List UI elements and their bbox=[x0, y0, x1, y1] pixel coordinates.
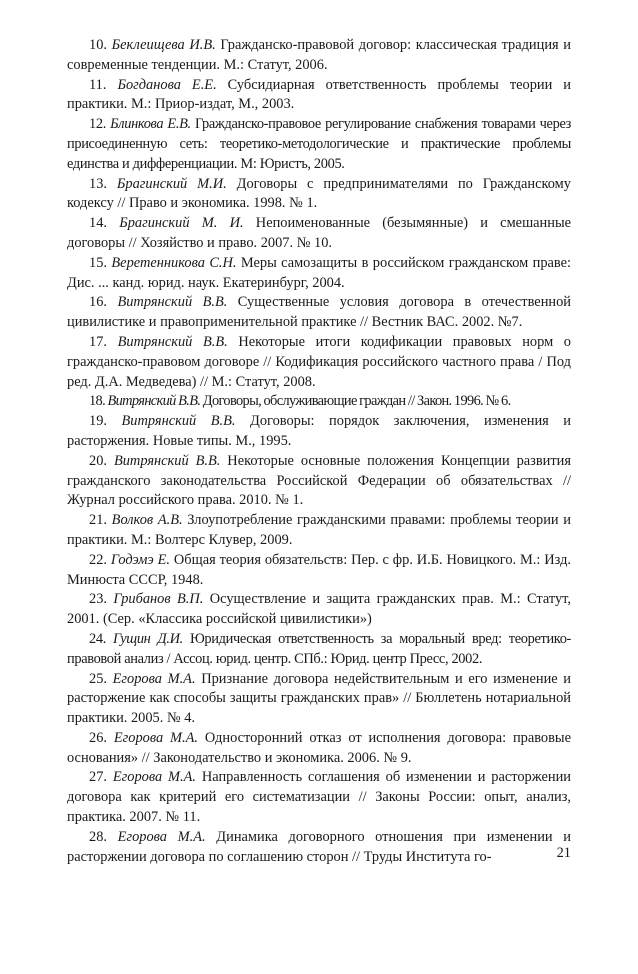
reference-author: Волков А.В. bbox=[111, 512, 183, 529]
reference-item bbox=[67, 214, 571, 254]
reference-text: Договоры, обслуживающие граждан // Закон. 1996. № 6. bbox=[200, 393, 511, 410]
reference-author: Годэмэ Е. bbox=[110, 551, 171, 568]
reference-author: Витрянский В.В. bbox=[113, 452, 221, 469]
reference-item bbox=[67, 36, 571, 76]
reference-item bbox=[67, 768, 571, 827]
reference-author: Веретенникова С.Н. bbox=[111, 254, 237, 271]
reference-author: Брагинский М. И. bbox=[119, 215, 244, 232]
reference-text: Договоры: порядок заключения, изменения и расторжения. Новые типы. М., 1995. bbox=[67, 413, 571, 449]
reference-author: Егорова М.А. bbox=[117, 828, 206, 845]
reference-item bbox=[67, 551, 571, 591]
reference-text: Злоупотребление гражданскими правами: проблемы теории и практики. М.: Волтерс Клувер, 2009. bbox=[67, 512, 571, 548]
reference-author: Витрянский В.В. bbox=[121, 413, 236, 430]
reference-number: 13. bbox=[89, 175, 107, 192]
reference-text: Гражданско-правовой договор: классическая традиция и современные тенденции. М.: Статут, 2006. bbox=[67, 37, 571, 73]
reference-number: 22. bbox=[89, 551, 107, 568]
reference-item bbox=[67, 828, 571, 868]
reference-number: 23. bbox=[89, 591, 107, 608]
reference-item bbox=[67, 452, 571, 511]
reference-text: Субсидиарная ответственность проблемы теории и практики. М.: Приор-издат, М., 2003. bbox=[67, 76, 571, 113]
reference-number: 17. bbox=[89, 333, 107, 350]
reference-author: Егорова М.А. bbox=[113, 729, 198, 746]
reference-item bbox=[67, 412, 571, 452]
reference-text: Односторонний отказ от исполнения договора: правовые основания» // Законодательство и экономика. 2006. № 9. bbox=[67, 729, 571, 766]
reference-author: Витрянский В.В. bbox=[117, 294, 228, 311]
reference-author: Егорова М.А. bbox=[112, 670, 196, 687]
reference-item bbox=[67, 670, 571, 729]
reference-number: 15. bbox=[89, 254, 107, 271]
reference-text: Общая теория обязательств: Пер. с фр. И.Б. Новицкого. М.: Изд. Минюста СССР, 1948. bbox=[67, 551, 571, 588]
reference-author: Блинкова Е.В. bbox=[110, 116, 191, 133]
reference-item bbox=[67, 333, 571, 392]
reference-number: 18. bbox=[89, 393, 106, 410]
reference-author: Богданова Е.Е. bbox=[117, 76, 217, 93]
reference-item bbox=[67, 76, 571, 116]
reference-text: Меры самозащиты в российском гражданском праве: Дис. ... канд. юрид. наук. Екатеринбург, 2004. bbox=[67, 254, 571, 291]
reference-number: 27. bbox=[89, 769, 107, 786]
reference-text: Некоторые итоги кодификации правовых норм о гражданско-правовом договоре // Кодификация российского частного права / Под ред. Д.А. Медведева) // М.: Статут, 2008. bbox=[67, 333, 571, 390]
reference-list bbox=[67, 36, 571, 867]
reference-item bbox=[67, 630, 571, 670]
reference-text: Некоторые основные положения Концепции развития гражданского законодательства Российской Федерации об обязательствах // Журнал российского права. 2010. № 1. bbox=[67, 452, 571, 509]
reference-author: Брагинский М.И. bbox=[116, 175, 227, 192]
reference-author: Витрянский В.В. bbox=[107, 393, 201, 410]
reference-text: Непоименованные (безымянные) и смешанные договоры // Хозяйство и право. 2007. № 10. bbox=[67, 215, 571, 251]
page-number: 21 bbox=[556, 845, 571, 861]
reference-item bbox=[67, 293, 571, 333]
reference-text: Осуществление и защита гражданских прав. М.: Статут, 2001. (Сер. «Классика российской цивилистики») bbox=[67, 591, 571, 628]
reference-number: 19. bbox=[89, 413, 107, 430]
reference-text: Направленность соглашения об изменении и расторжении договора как критерий его систематизации // Законы России: опыт, анализ, практика. 2007. № 11. bbox=[67, 769, 571, 826]
reference-number: 12. bbox=[89, 116, 106, 133]
reference-text: Юридическая ответственность за моральный вред: теоретико-правовой анализ / Ассоц. юрид. центр. СПб.: Юрид. центр Пресс, 2002. bbox=[67, 630, 572, 667]
reference-number: 20. bbox=[89, 452, 107, 469]
reference-text: Гражданско-правовое регулирование снабжения товарами через присоединенную сеть: теоретико-методологические и практические проблемы единства и дифференциации. М: Юристъ, 2005. bbox=[67, 116, 571, 172]
reference-number: 25. bbox=[89, 670, 107, 687]
reference-author: Егорова М.А. bbox=[112, 769, 197, 786]
reference-author: Беклеищева И.В. bbox=[111, 37, 216, 53]
reference-number: 10. bbox=[89, 37, 107, 53]
reference-number: 16. bbox=[89, 294, 107, 311]
reference-number: 26. bbox=[89, 729, 107, 746]
reference-author: Гущин Д.И. bbox=[113, 630, 183, 647]
reference-item bbox=[67, 511, 571, 551]
reference-item bbox=[67, 392, 571, 412]
reference-author: Грибанов В.П. bbox=[113, 591, 204, 608]
reference-number: 14. bbox=[89, 215, 107, 232]
reference-text: Динамика договорного отношения при изменении и расторжении договора по соглашению сторон // Труды Института го- bbox=[67, 828, 571, 865]
reference-text: Договоры с предпринимателями по Гражданскому кодексу // Право и экономика. 1998. № 1. bbox=[67, 175, 571, 212]
reference-item bbox=[67, 115, 571, 174]
reference-number: 11. bbox=[89, 76, 107, 93]
reference-number: 28. bbox=[89, 828, 107, 845]
reference-author: Витрянский В.В. bbox=[117, 333, 228, 350]
reference-item bbox=[67, 729, 571, 769]
reference-item bbox=[67, 254, 571, 294]
reference-item bbox=[67, 175, 571, 215]
reference-text: Существенные условия договора в отечественной цивилистике и правоприменительной практике // Вестник ВАС. 2002. №7. bbox=[67, 294, 571, 331]
reference-number: 21. bbox=[89, 512, 107, 529]
reference-number: 24. bbox=[89, 630, 106, 647]
reference-text: Признание договора недействительным и его изменение и расторжение как способы защиты гражданских прав» // Бюллетень нотариальной практики. 2005. № 4. bbox=[67, 670, 571, 727]
reference-item bbox=[67, 590, 571, 630]
